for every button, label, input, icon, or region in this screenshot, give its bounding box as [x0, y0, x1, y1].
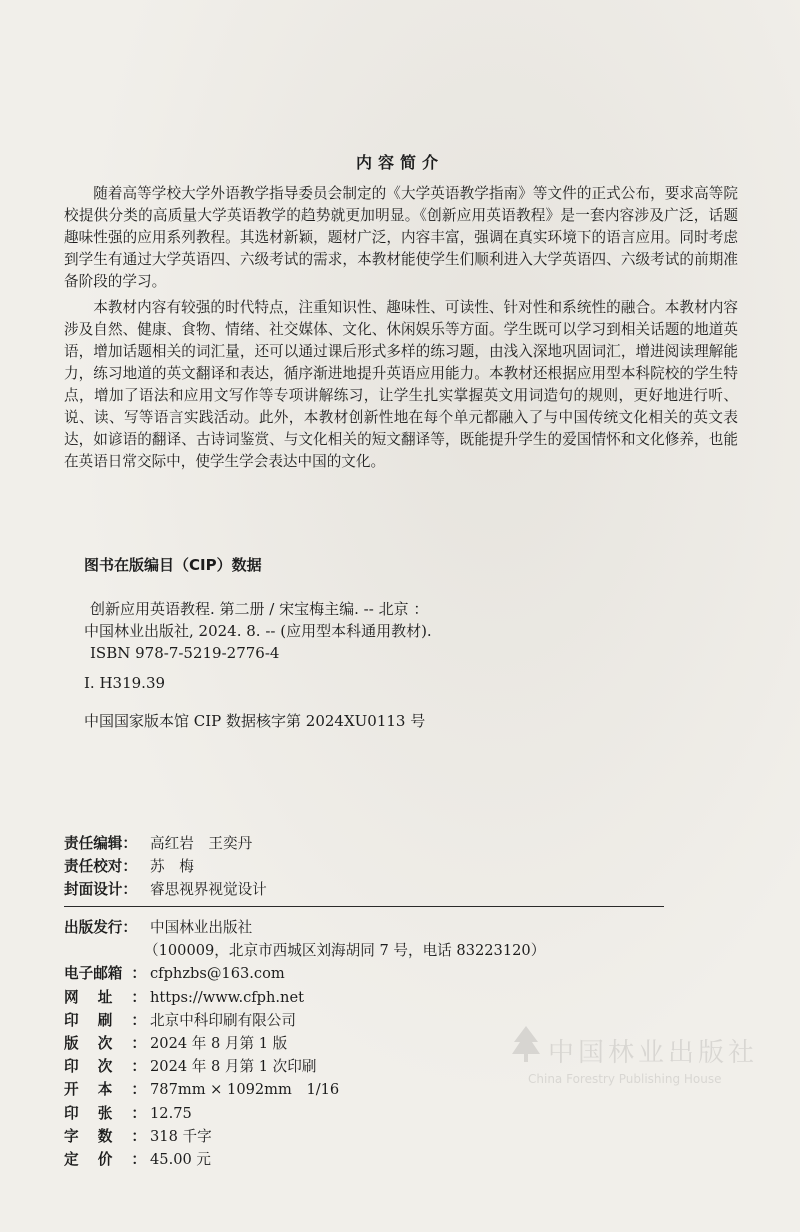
cip-entry — [84, 598, 432, 664]
pub-row-publisher — [64, 916, 545, 939]
pub-value: 318 千字 — [150, 1127, 212, 1145]
pub-value: 787mm × 1092mm 1/16 — [150, 1081, 340, 1099]
pub-value: 2024 年 8 月第 1 次印刷 — [150, 1058, 317, 1076]
pub-row-word-count — [64, 1125, 545, 1148]
cip-heading: 图书在版编目（CIP）数据 — [84, 556, 262, 574]
pub-value: 45.00 元 — [150, 1151, 212, 1169]
pub-label: 电子邮箱 ： — [64, 965, 146, 983]
pub-value: 2024 年 8 月第 1 版 — [150, 1035, 288, 1053]
pub-row-format — [64, 1078, 545, 1101]
pub-label: 开 本 ： — [64, 1081, 146, 1099]
pub-row-sheets — [64, 1102, 545, 1125]
credit-value: 高红岩 王奕丹 — [150, 835, 253, 852]
intro-section — [64, 183, 738, 477]
pub-row-website — [64, 986, 545, 1009]
pub-row-printing — [64, 1055, 545, 1078]
credit-value: 睿思视界视觉设计 — [150, 881, 267, 898]
pub-value: 12.75 — [150, 1104, 192, 1122]
cip-record-number: 中国国家版本馆 CIP 数据核字第 2024XU0113 号 — [84, 712, 426, 730]
publisher-address: （100009，北京市西城区刘海胡同 7 号，电话 83223120） — [144, 942, 546, 960]
credit-row-editor — [64, 832, 267, 855]
pub-row-edition — [64, 1032, 545, 1055]
credit-label: 责任校对： — [64, 858, 137, 875]
pub-label: 网 址 ： — [64, 988, 146, 1006]
pub-value: cfphzbs@163.com — [150, 965, 285, 983]
credit-label: 封面设计： — [64, 881, 137, 898]
pub-label: 印 刷 ： — [64, 1011, 146, 1029]
credit-row-proofreader — [64, 855, 267, 878]
pub-label: 出版发行： — [64, 919, 137, 936]
pub-value: https://www.cfph.net — [150, 988, 304, 1006]
credit-row-cover-design — [64, 878, 267, 901]
cip-line-2: 中国林业出版社, 2024. 8. -- (应用型本科通用教材). — [84, 622, 432, 640]
pub-row-printer — [64, 1009, 545, 1032]
intro-paragraph-1: 随着高等学校大学外语教学指导委员会制定的《大学英语教学指南》等文件的正式公布，要求高等院校提供分类的高质量大学英语教学的趋势就更加明显。《创新应用英语教程》是一套内容涉及广泛，话题趣味性强的应用系列教程。其选材新颖，题材广泛，内容丰富，强调在真实环境下的语言应用。同时考虑到学生有通过大学英语四、六级考试的需求，本教材能使学生们顺利进入大学英语四、六级考试的前期准备阶段的学习。 — [64, 185, 738, 290]
watermark-english-name: China Forestry Publishing House — [528, 1072, 722, 1086]
pub-label: 字 数 ： — [64, 1127, 146, 1145]
pub-value: 北京中科印刷有限公司 — [150, 1011, 296, 1029]
credit-label: 责任编辑： — [64, 835, 137, 852]
publisher-logo-watermark — [508, 1010, 759, 1130]
credits-section — [64, 832, 267, 901]
section-divider — [64, 906, 664, 907]
pub-label: 定 价 ： — [64, 1151, 146, 1169]
pub-value: 中国林业出版社 — [150, 919, 253, 936]
intro-paragraph-2: 本教材内容有较强的时代特点，注重知识性、趣味性、可读性、针对性和系统性的融合。本教材内容涉及自然、健康、食物、情绪、社交媒体、文化、休闲娱乐等方面。学生既可以学习到相关话题的地道英语，增加话题相关的词汇量，还可以通过课后形式多样的练习题，由浅入深地巩固词汇，增进阅读理解能力，练习地道的英文翻译和表达，循序渐进地提升英语应用能力。本教材还根据应用型本科院校的学生特点，增加了语法和应用文写作等专项讲解练习，让学生扎实掌握英文用词造句的规则，更好地进行听、说、读、写等语言实践活动。此外，本教材创新性地在每个单元都融入了与中国传统文化相关的英文表达，如谚语的翻译、古诗词鉴赏、与文化相关的短文翻译等，既能提升学生的爱国情怀和文化修养，也能在英语日常交际中，使学生学会表达中国的文化。 — [64, 299, 738, 470]
pub-label: 版 次 ： — [64, 1035, 146, 1053]
pub-row-email — [64, 962, 545, 985]
cip-line-1: 创新应用英语教程. 第二册 / 宋宝梅主编. -- 北京 ： — [90, 600, 429, 618]
pub-label: 印 次 ： — [64, 1058, 146, 1076]
page-title: 内容简介 — [355, 153, 444, 172]
pub-label: 印 张 ： — [64, 1104, 146, 1122]
cip-line-3: ISBN 978-7-5219-2776-4 — [90, 644, 280, 662]
forest-logo-icon — [508, 1024, 544, 1064]
credit-value: 苏 梅 — [150, 858, 194, 875]
watermark-chinese-name: 中国林业出版社 — [548, 1038, 759, 1068]
cip-classification: Ⅰ. H319.39 — [84, 674, 166, 692]
publication-info — [64, 916, 545, 1171]
pub-row-price — [64, 1148, 545, 1171]
